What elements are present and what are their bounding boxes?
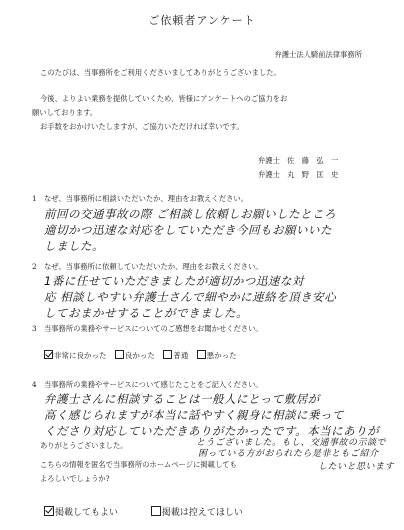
answer-1-line-3: しました。 — [44, 239, 104, 253]
question-3: 3 当事務所の業務やサービスについてのご感想をお聞かせください。 — [32, 324, 263, 333]
checkbox-icon[interactable] — [197, 350, 206, 359]
checkbox-icon[interactable] — [151, 506, 161, 516]
page-title: ご依頼者アンケート — [148, 14, 256, 27]
rating-option-good[interactable]: 良かった — [115, 351, 155, 360]
answer-4-tail-3: したいと思います — [318, 462, 395, 472]
checkbox-checked-icon[interactable] — [44, 350, 53, 359]
answer-4-line-1: 弁護士さんに相談することは一般人にとって敷居が — [44, 392, 320, 406]
publish-option-decline[interactable]: 掲載は控えてほしい — [151, 508, 243, 518]
answer-4-line-3: くださり対応していただきありがたかったです。本当にありが — [44, 424, 380, 438]
checkbox-icon[interactable] — [163, 350, 172, 359]
closing-line-3: よろしいでしょうか? — [40, 474, 110, 483]
question-2: 2 なぜ、当事務所に依頼していただいたか、理由をお教えください。 — [32, 262, 263, 271]
question-4: 4 当事務所の業務やサービスについて感じたことをご記入ください。 — [32, 380, 263, 389]
answer-2-line-1: 1番に任せていただきましたが適切かつ迅速な対 — [44, 274, 304, 288]
rating-options — [44, 350, 243, 361]
rating-option-very-good[interactable]: 非常に良かった — [44, 351, 107, 360]
answer-2-line-2: 応 相談しやすい弁護士さんで細やかに連絡を頂き安心 — [44, 290, 337, 304]
answer-1-line-1: 前回の交通事故の際 ご相談し依頼しお願いしたところ — [44, 207, 337, 221]
checkbox-icon[interactable] — [115, 350, 124, 359]
rating-option-bad[interactable]: 悪かった — [197, 351, 237, 360]
law-office-name: 弁護士法人騎前法律事務所 — [274, 50, 362, 59]
intro-line-1: このたびは、当事務所をご利用くださいましてありがとうございました。 — [40, 68, 281, 77]
answer-1-line-2: 適切かつ迅速な対応をしていただき今回もお願いいた — [44, 223, 332, 237]
answer-4-tail-1: とうございました。もし、交通事故の示談で — [196, 438, 387, 448]
intro-line-4: お手数をおかけいたしますが、ご協力いただければ幸いです。 — [40, 122, 244, 131]
question-1: 1 なぜ、当事務所に相談いただいたか、理由をお教えください。 — [32, 194, 249, 203]
publish-option-allow[interactable]: 掲載してもよい — [44, 508, 118, 518]
answer-4-tail-2: 困っている方がおられたら是非ともご紹介 — [198, 449, 379, 459]
lawyer-name-2: 弁護士 丸 野 匡 史 — [258, 170, 339, 179]
rating-option-normal[interactable]: 普通 — [163, 351, 188, 360]
publish-permission-options — [44, 505, 243, 518]
intro-line-2: 今後、よりよい業務を提供していくため、皆様にアンケートへのご協力をお — [40, 94, 288, 103]
lawyer-name-1: 弁護士 佐 藤 弘 一 — [258, 156, 339, 165]
closing-line-1: ありがとうございました。 — [40, 441, 128, 450]
answer-4-line-2: 高く感じられますが本当に話やすく親身に相談に乗って — [44, 408, 344, 422]
checkbox-checked-icon[interactable] — [44, 506, 54, 516]
intro-line-3: 願いしております。 — [32, 108, 98, 117]
closing-line-2: こちらの情報を匿名で当事務所のホームページに掲載しても — [40, 460, 237, 469]
answer-2-line-3: しておまかせすることができました。 — [44, 306, 248, 320]
